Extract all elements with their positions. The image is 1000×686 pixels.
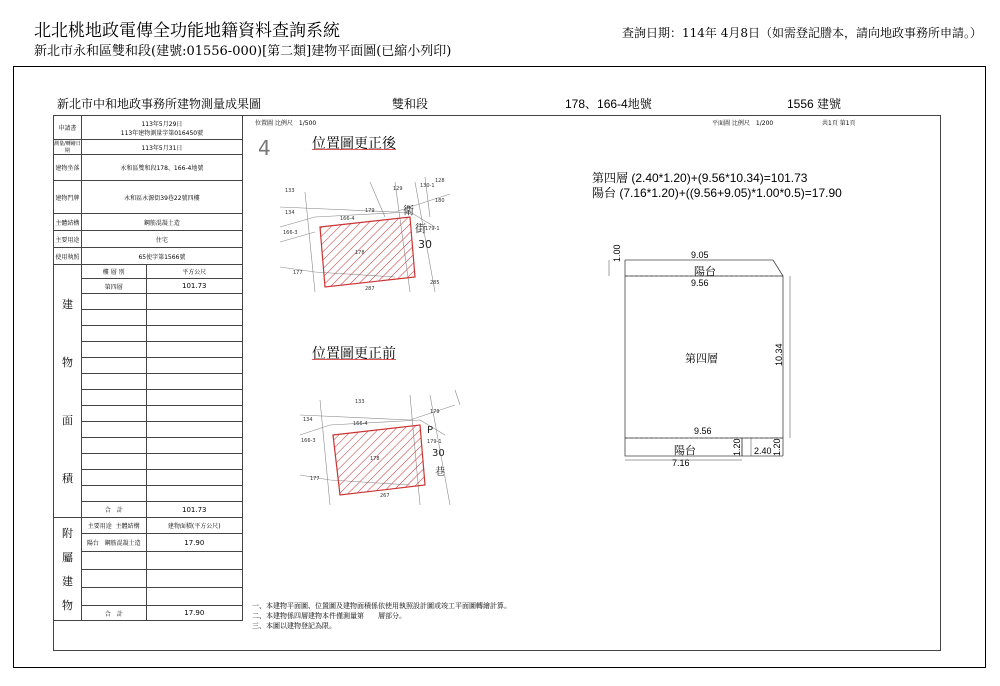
notes [252, 601, 511, 631]
dimension-9-56-bottom: 9.56 [694, 426, 712, 436]
attached-area-header: 建物面積(平方公尺) [146, 518, 242, 534]
empty-area-cell [146, 422, 242, 438]
empty-area-cell [146, 470, 242, 486]
system-title: 北北桃地政電傳全功能地籍資料查詢系統 [34, 21, 340, 41]
area-cell: 101.73 [146, 279, 242, 294]
note-line: 二、本建物係四層建物本件僅測量第 層部分。 [252, 612, 406, 620]
empty-area-cell [146, 342, 242, 358]
lot-label: 177 [293, 270, 303, 276]
location-map-before [295, 385, 465, 510]
query-date: 查詢日期：114年 4月8日（如需登記謄本，請向地政事務所申請。） [622, 26, 982, 40]
dimension-9-05: 9.05 [691, 250, 709, 260]
lot-label: 267 [380, 493, 390, 499]
applicant-value: 113年5月29日 113年建物測量字第016450號 [81, 116, 242, 140]
attached-headers: 主要用途 主體結構 [81, 518, 146, 534]
balcony-top-label: 陽台 [694, 265, 716, 278]
lot-label: 179-1 [427, 439, 442, 445]
structure-label: 主體結構 [54, 214, 82, 231]
lot-label: 166-4 [340, 216, 355, 222]
location-scale: 位置圖 比例尺 1/500 [255, 120, 317, 127]
lot-label: 178 [355, 250, 365, 256]
empty-attached-cell [81, 552, 146, 570]
empty-area-cell [146, 326, 242, 342]
floor-area-formula: 第四層 (2.40*1.20)+(9.56*10.34)=101.73 [592, 171, 808, 185]
dimension-9-56-top: 9.56 [691, 278, 709, 288]
balcony-bottom-label: 陽台 [674, 444, 696, 457]
empty-floor-cell [81, 470, 146, 486]
street-label: 街 [415, 222, 426, 235]
empty-floor-cell [81, 342, 146, 358]
empty-floor-cell [81, 438, 146, 454]
lot-label: 134 [285, 210, 295, 216]
empty-area-cell [146, 438, 242, 454]
dimension-10-34: 10.34 [774, 343, 784, 366]
lot-numbers: 178、166-4地號 [565, 97, 652, 111]
empty-attached-cell [81, 570, 146, 588]
survey-date-value: 113年5月31日 [81, 140, 242, 155]
area-side-label: 建 物 面 積 [54, 265, 82, 518]
floor-column-header: 樓 層 別 [81, 265, 146, 279]
attached-side-label: 附 屬 建 物 [54, 518, 82, 621]
applicant-label: 申請書 [54, 116, 82, 140]
empty-floor-cell [81, 326, 146, 342]
location-value: 永和區雙和段178、166-4地號 [81, 155, 242, 181]
lot-label: 166-3 [301, 438, 316, 444]
building-info-table [53, 115, 243, 621]
dimension-2-40: 2.40 [754, 446, 772, 456]
note-line: 一、本建物平面圖、位置圖及建物面積係依使用執照設計圖或竣工平面圖轉繪計算。 [252, 602, 511, 610]
area-column-header: 平方公尺 [146, 265, 242, 279]
permit-value: 65使字第1566號 [81, 248, 242, 265]
empty-floor-cell [81, 294, 146, 310]
parcel-shape [320, 217, 415, 287]
empty-area-cell [146, 294, 242, 310]
lot-label: 134 [303, 417, 313, 423]
empty-floor-cell [81, 390, 146, 406]
area-total-value: 101.73 [146, 502, 242, 518]
empty-floor-cell [81, 310, 146, 326]
lot-label: 130-1 [420, 183, 435, 189]
street-label: P [427, 425, 434, 436]
structure-value: 鋼筋混凝土造 [81, 214, 242, 231]
empty-floor-cell [81, 422, 146, 438]
location-label: 建物坐落 [54, 155, 82, 181]
dimension-1-20-a: 1.20 [732, 438, 742, 456]
street-label: 30 [418, 238, 432, 251]
dimension-1-00: 1.00 [612, 244, 622, 262]
office-title: 新北市中和地政事務所建物測量成果圖 [57, 97, 262, 111]
floor-cell: 第四層 [81, 279, 146, 294]
balcony-area-formula: 陽台 (7.16*1.20)+((9.56+9.05)*1.00*0.5)=17.90 [592, 186, 842, 200]
empty-attached-area [146, 570, 242, 588]
page-count: 共1頁 第1頁 [822, 120, 856, 127]
map-after-title: 位置圖更正後 [312, 136, 396, 152]
empty-attached-area [146, 552, 242, 570]
street-label: 30 [432, 448, 445, 459]
location-map-after [275, 172, 455, 297]
lot-label: 285 [430, 280, 440, 286]
attached-total-label: 合 計 [81, 606, 146, 621]
attached-total-value: 17.90 [146, 606, 242, 621]
use-label: 主要用途 [54, 231, 82, 248]
empty-area-cell [146, 454, 242, 470]
lot-label: 287 [365, 286, 375, 292]
empty-attached-area [146, 588, 242, 606]
lot-label: 178 [370, 456, 380, 462]
empty-area-cell [146, 406, 242, 422]
section-name: 雙和段 [392, 97, 429, 111]
plan-edge [773, 260, 783, 276]
note-line: 三、本圖以建物登記為限。 [252, 622, 336, 630]
attached-area-cell: 17.90 [146, 534, 242, 552]
dimension-7-16: 7.16 [672, 458, 690, 468]
plan-scale: 平面圖 比例尺 1/200 [712, 120, 774, 127]
lot-label: 179 [430, 409, 440, 415]
empty-floor-cell [81, 374, 146, 390]
empty-area-cell [146, 390, 242, 406]
empty-attached-cell [81, 588, 146, 606]
use-value: 住宅 [81, 231, 242, 248]
lot-label: 166-3 [283, 230, 298, 236]
document-subtitle: 新北市永和區雙和段(建號:01556-000)[第二類]建物平面圖(已縮小列印) [34, 44, 452, 59]
lot-label: 179 [365, 208, 375, 214]
empty-floor-cell [81, 406, 146, 422]
empty-area-cell [146, 310, 242, 326]
street-label: 巷 [435, 467, 445, 478]
empty-floor-cell [81, 486, 146, 502]
floor-label: 第四層 [685, 352, 718, 365]
area-total-label: 合 計 [81, 502, 146, 518]
lot-label: 133 [355, 399, 365, 405]
empty-floor-cell [81, 454, 146, 470]
lot-label: 166-4 [353, 421, 368, 427]
lot-label: 177 [310, 476, 320, 482]
door-label: 建物門牌 [54, 181, 82, 214]
dimension-1-20-b: 1.20 [772, 438, 782, 456]
lot-label: 129 [393, 186, 403, 192]
empty-area-cell [146, 358, 242, 374]
corner-mark: 4 [258, 136, 271, 160]
door-value: 永和區永源街39巷22號四樓 [81, 181, 242, 214]
building-number: 1556 建號 [787, 97, 842, 111]
survey-date-label: 測量/轉繪日期 [54, 141, 81, 154]
permit-label: 使用執照 [54, 248, 82, 265]
lot-label: 133 [285, 188, 295, 194]
attached-row: 陽台 鋼筋混凝土造 [81, 534, 146, 552]
lot-label: 128 [435, 178, 445, 184]
map-before-title: 位置圖更正前 [312, 346, 396, 362]
street-label: 衛 [403, 204, 414, 217]
lot-label: 179-1 [425, 226, 440, 232]
empty-area-cell [146, 486, 242, 502]
empty-floor-cell [81, 358, 146, 374]
empty-area-cell [146, 374, 242, 390]
lot-label: 180 [435, 198, 445, 204]
